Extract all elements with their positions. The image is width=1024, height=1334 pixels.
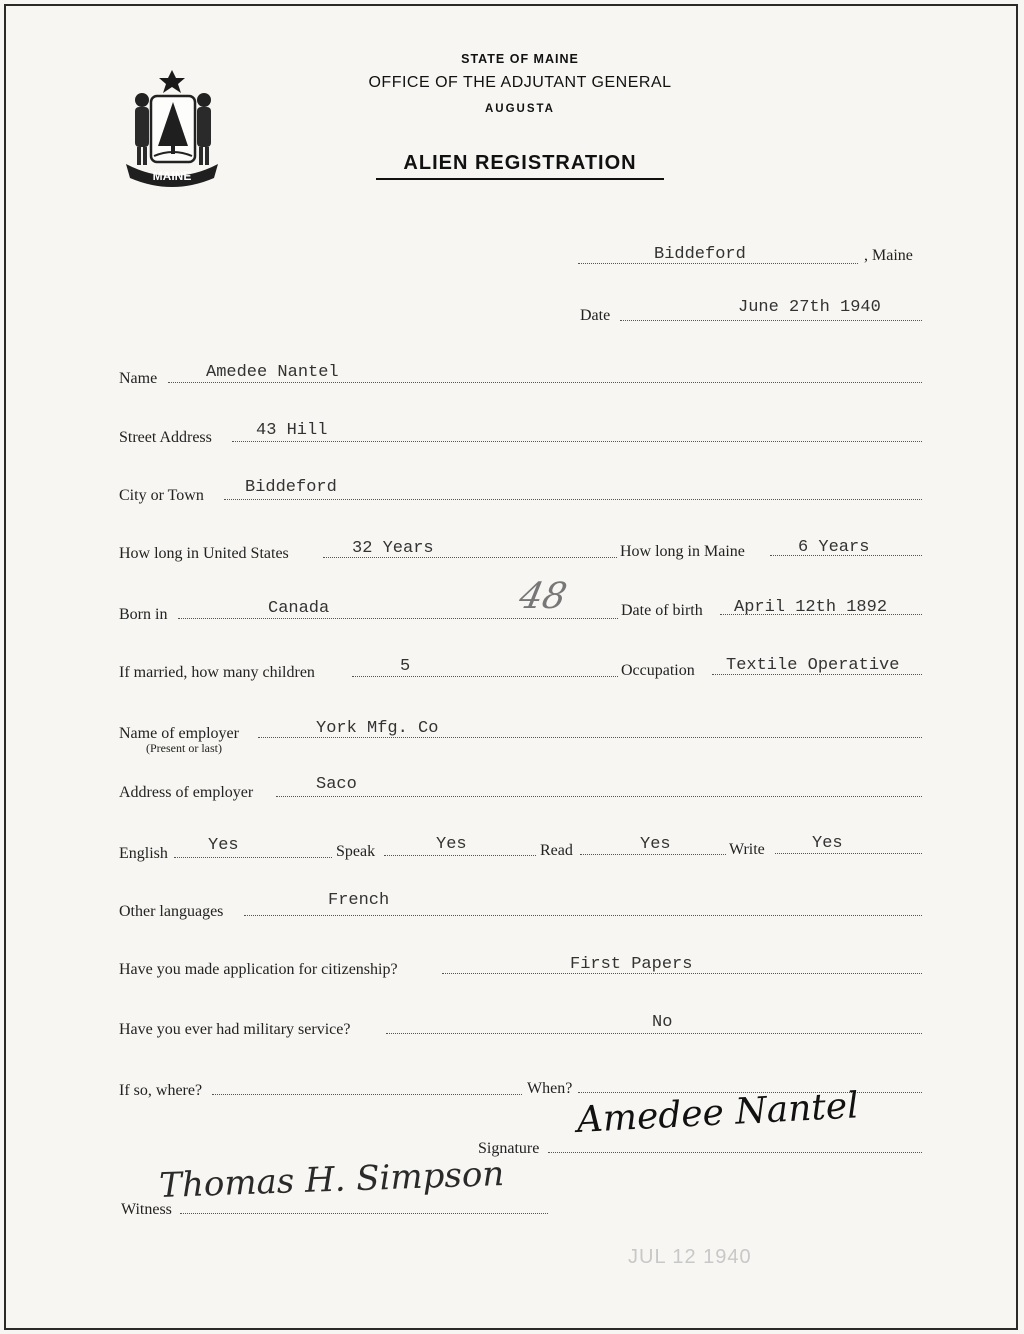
born-in-line [178,618,618,619]
occupation-label: Occupation [621,662,695,679]
children-label: If married, how many children [119,664,315,681]
write-value: Yes [812,834,843,853]
speak-label: Speak [336,843,376,860]
english-line [174,857,332,858]
place-suffix: , Maine [864,247,913,264]
children-line [352,676,618,677]
dob-value: April 12th 1892 [734,598,888,617]
years-us-label: How long in United States [119,545,289,562]
street-value: 43 Hill [256,421,328,440]
read-label: Read [540,842,573,859]
city-value: Biddeford [245,478,337,497]
where-label: If so, where? [119,1082,203,1099]
english-label: English [119,845,168,862]
place-value: Biddeford [654,245,746,264]
speak-value: Yes [436,835,467,854]
city-line [224,499,922,500]
children-value: 5 [400,657,411,676]
occupation-value: Textile Operative [726,656,900,675]
citizenship-value: First Papers [570,955,693,974]
name-value: Amedee Nantel [206,363,339,382]
witness-label: Witness [121,1201,172,1218]
write-label: Write [729,841,765,858]
read-line [580,854,726,855]
form-title: ALIEN REGISTRATION [376,152,664,180]
employer-address-label: Address of employer [119,784,254,801]
years-us-value: 32 Years [352,539,434,558]
write-line [775,853,922,854]
received-stamp: JUL 12 1940 [628,1246,752,1268]
other-languages-label: Other languages [119,903,224,920]
city-heading: AUGUSTA [484,103,555,115]
date-value: June 27th 1940 [738,298,881,317]
date-label: Date [580,307,611,324]
street-line [232,441,922,442]
born-in-label: Born in [119,606,168,623]
employer-label: Name of employer [119,725,239,742]
employer-address-line [276,796,922,797]
signature-line [548,1152,922,1153]
office-heading: OFFICE OF THE ADJUTANT GENERAL [368,74,672,91]
state-heading: STATE OF MAINE [461,52,579,66]
speak-line [384,855,536,856]
citizenship-label: Have you made application for citizenship? [119,961,398,978]
signature-label: Signature [478,1140,540,1157]
state-seal-icon [118,66,226,190]
name-label: Name [119,370,158,387]
witness-line [180,1213,548,1214]
years-maine-label: How long in Maine [620,543,745,560]
city-label: City or Town [119,487,204,504]
dob-label: Date of birth [621,602,703,619]
employer-sublabel: (Present or last) [146,741,222,755]
witness-value: Thomas H. Simpson [158,1153,505,1206]
where-line [212,1094,522,1095]
employer-address-value: Saco [316,775,357,794]
signature-value: Amedee Nantel [575,1085,860,1141]
military-label: Have you ever had military service? [119,1021,351,1038]
years-maine-value: 6 Years [798,538,870,557]
english-value: Yes [208,836,239,855]
other-languages-value: French [328,891,390,910]
name-line [168,382,922,383]
born-in-value: Canada [268,599,330,618]
street-label: Street Address [119,429,212,446]
military-value: No [652,1013,673,1032]
when-label: When? [527,1080,573,1097]
seal-text: MAINE [152,169,192,183]
other-languages-line [244,915,922,916]
military-line [386,1033,922,1034]
employer-value: York Mfg. Co [316,719,439,738]
age-note: 48 [515,576,571,617]
date-line [620,320,922,321]
read-value: Yes [640,835,671,854]
